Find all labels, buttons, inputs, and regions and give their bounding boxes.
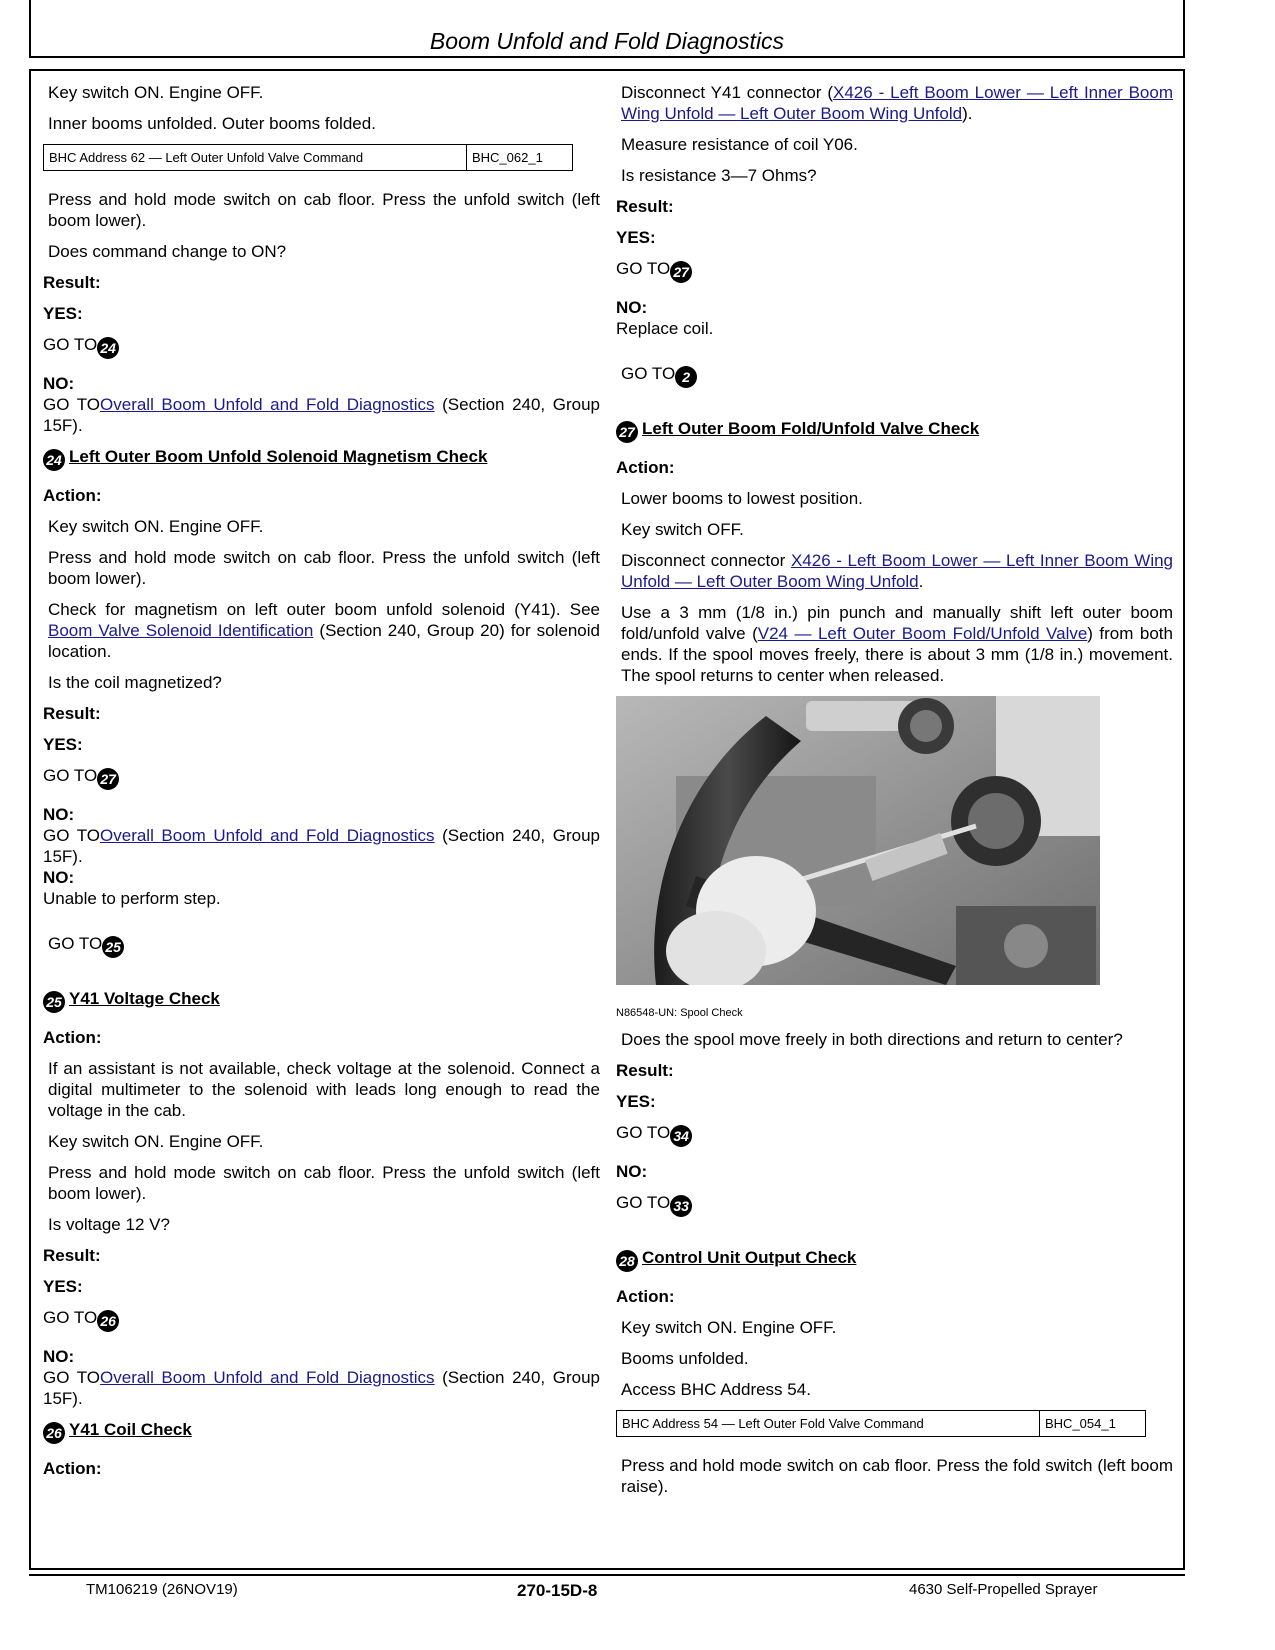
step-number-badge: 27 bbox=[670, 261, 692, 283]
goto-label: GO TO bbox=[43, 1368, 101, 1387]
no-label: NO: bbox=[43, 805, 75, 824]
goto-step[interactable] bbox=[43, 765, 600, 790]
goto-step[interactable] bbox=[616, 1192, 1173, 1217]
step-number-badge: 33 bbox=[670, 1195, 692, 1217]
step-text-part: Disconnect connector bbox=[621, 551, 786, 570]
goto-label: GO TO bbox=[621, 364, 676, 383]
valve-v24-link[interactable]: V24 — Left Outer Boom Fold/Unfold Valve bbox=[757, 624, 1088, 643]
overall-diagnostics-link[interactable]: Overall Boom Unfold and Fold Diagnostics bbox=[100, 826, 435, 845]
section-ref: (Section 240, Group 15F). bbox=[43, 826, 600, 866]
step-text bbox=[621, 550, 1173, 592]
section-ref: (Section 240, Group 15F). bbox=[43, 1368, 600, 1408]
yes-label: YES: bbox=[616, 228, 656, 247]
result-label: Result: bbox=[616, 1061, 674, 1080]
step-question: Is resistance 3—7 Ohms? bbox=[621, 166, 817, 185]
section-title: Y41 Coil Check bbox=[69, 1420, 192, 1439]
intro-line: Inner booms unfolded. Outer booms folded. bbox=[48, 114, 376, 133]
step-text: Access BHC Address 54. bbox=[621, 1380, 811, 1399]
step-number-badge: 27 bbox=[616, 421, 638, 443]
goto-label: GO TO bbox=[616, 1123, 671, 1142]
step-text: Measure resistance of coil Y06. bbox=[621, 135, 858, 154]
bhc-address-table bbox=[616, 1410, 1146, 1437]
spool-check-illustration bbox=[616, 696, 1100, 985]
step-text-part: ). bbox=[962, 104, 973, 123]
section-title: Left Outer Boom Unfold Solenoid Magnetism Check bbox=[69, 447, 488, 466]
goto-step[interactable] bbox=[43, 1307, 600, 1332]
bhc-address-code: BHC_054_1 bbox=[1040, 1411, 1146, 1437]
step-question: Does the spool move freely in both directions and return to center? bbox=[621, 1030, 1123, 1049]
yes-label: YES: bbox=[43, 1277, 83, 1296]
yes-label: YES: bbox=[616, 1092, 656, 1111]
step-text bbox=[48, 599, 600, 662]
goto-label: GO TO bbox=[43, 335, 98, 354]
goto-label: GO TO bbox=[43, 826, 101, 845]
result-label: Result: bbox=[616, 197, 674, 216]
step-text: Press and hold mode switch on cab floor. Press the unfold switch (left boom lower). bbox=[48, 548, 600, 588]
goto-label: GO TO bbox=[48, 934, 103, 953]
footer-divider bbox=[29, 1574, 1185, 1576]
step-number-badge: 26 bbox=[43, 1422, 65, 1444]
spool-check-photo bbox=[616, 696, 1100, 985]
overall-diagnostics-link[interactable]: Overall Boom Unfold and Fold Diagnostics bbox=[100, 1368, 435, 1387]
solenoid-identification-link[interactable]: Boom Valve Solenoid Identification bbox=[48, 621, 314, 640]
step-question: Is voltage 12 V? bbox=[48, 1215, 170, 1234]
figure-caption: N86548-UN: Spool Check bbox=[616, 1007, 743, 1019]
section-title: Left Outer Boom Fold/Unfold Valve Check bbox=[642, 419, 980, 438]
step-number-badge: 24 bbox=[97, 337, 119, 359]
page-title: Boom Unfold and Fold Diagnostics bbox=[429, 28, 785, 54]
no-label: NO: bbox=[616, 298, 648, 317]
no-label: NO: bbox=[616, 1162, 648, 1181]
step-text: Press and hold mode switch on cab floor. Press the unfold switch (left boom lower). bbox=[48, 1163, 600, 1203]
intro-line: Key switch ON. Engine OFF. bbox=[48, 83, 264, 102]
step-number-badge: 24 bbox=[43, 449, 65, 471]
bhc-address-desc: BHC Address 62 — Left Outer Unfold Valve Command bbox=[44, 145, 467, 171]
section-heading-28 bbox=[616, 1247, 1173, 1272]
goto-step[interactable] bbox=[43, 334, 600, 359]
step-question: Does command change to ON? bbox=[48, 242, 287, 261]
goto-step[interactable] bbox=[48, 933, 600, 958]
yes-label: YES: bbox=[43, 304, 83, 323]
step-number-badge: 28 bbox=[616, 1250, 638, 1272]
header-frame bbox=[29, 0, 1185, 58]
bhc-address-desc: BHC Address 54 — Left Outer Fold Valve Command bbox=[617, 1411, 1040, 1437]
step-text bbox=[621, 602, 1173, 686]
goto-step[interactable] bbox=[616, 1122, 1173, 1147]
goto-label: GO TO bbox=[616, 1193, 671, 1212]
action-label: Action: bbox=[616, 458, 675, 477]
footer-doc-id: TM106219 (26NOV19) bbox=[86, 1581, 238, 1598]
result-label: Result: bbox=[43, 704, 101, 723]
action-label: Action: bbox=[43, 486, 102, 505]
step-number-badge: 25 bbox=[43, 991, 65, 1013]
step-number-badge: 27 bbox=[97, 768, 119, 790]
step-text: Key switch ON. Engine OFF. bbox=[48, 517, 264, 536]
step-number-badge: 26 bbox=[97, 1310, 119, 1332]
step-text: Key switch OFF. bbox=[621, 520, 744, 539]
goto-label: GO TO bbox=[43, 1308, 98, 1327]
goto-label: GO TO bbox=[43, 766, 98, 785]
yes-label: YES: bbox=[43, 735, 83, 754]
footer-product: 4630 Self-Propelled Sprayer bbox=[909, 1581, 1098, 1598]
step-text: Press and hold mode switch on cab floor. Press the unfold switch (left boom lower). bbox=[48, 190, 600, 230]
step-text-part: Check for magnetism on left outer boom unfold solenoid (Y41). See bbox=[48, 600, 600, 619]
no-label: NO: bbox=[43, 1347, 75, 1366]
step-text: If an assistant is not available, check voltage at the solenoid. Connect a digital multimeter to the solenoid with leads long enough to read the voltage in the cab. bbox=[48, 1059, 600, 1120]
no-text: Replace coil. bbox=[616, 319, 714, 338]
footer-page-number: 270-15D-8 bbox=[517, 1581, 598, 1600]
step-text-part: (Section 240, Group 20) for solenoid location. bbox=[48, 621, 600, 661]
action-label: Action: bbox=[43, 1028, 102, 1047]
connector-x426-link[interactable]: X426 - Left Boom Lower — Left Inner Boom Wing Unfold — Left Outer Boom Wing Unfold bbox=[621, 83, 1173, 123]
section-heading-25 bbox=[43, 988, 600, 1013]
section-title: Y41 Voltage Check bbox=[69, 989, 220, 1008]
overall-diagnostics-link[interactable]: Overall Boom Unfold and Fold Diagnostics bbox=[100, 395, 435, 414]
section-title: Control Unit Output Check bbox=[642, 1248, 857, 1267]
goto-label: GO TO bbox=[43, 395, 101, 414]
no-goto-text bbox=[43, 1367, 600, 1409]
step-number-badge: 2 bbox=[675, 366, 697, 388]
no-goto-text bbox=[43, 825, 600, 867]
section-heading-27 bbox=[616, 418, 1173, 443]
no-goto-text bbox=[43, 394, 600, 436]
step-number-badge: 34 bbox=[670, 1125, 692, 1147]
step-text: Press and hold mode switch on cab floor. Press the fold switch (left boom raise). bbox=[621, 1456, 1173, 1496]
no-text: Unable to perform step. bbox=[43, 889, 221, 908]
step-text-part: Disconnect Y41 connector ( bbox=[621, 83, 833, 102]
section-ref: (Section 240, Group 15F). bbox=[43, 395, 600, 435]
step-text: Key switch ON. Engine OFF. bbox=[621, 1318, 837, 1337]
goto-step[interactable] bbox=[621, 363, 1173, 388]
step-text bbox=[621, 82, 1173, 124]
right-column bbox=[616, 82, 1173, 1507]
step-text-part: ) from both ends. If the spool moves freely, there is about 3 mm (1/8 in.) movement. The spool returns to center when released. bbox=[621, 624, 1173, 685]
section-heading-24 bbox=[43, 446, 600, 471]
goto-step[interactable] bbox=[616, 258, 1173, 283]
step-text: Key switch ON. Engine OFF. bbox=[48, 1132, 264, 1151]
action-label: Action: bbox=[43, 1459, 102, 1478]
section-heading-26 bbox=[43, 1419, 600, 1444]
no-label: NO: bbox=[43, 374, 75, 393]
step-number-badge: 25 bbox=[102, 936, 124, 958]
bhc-address-code: BHC_062_1 bbox=[467, 145, 573, 171]
left-column bbox=[43, 82, 600, 1489]
connector-x426-link[interactable]: X426 - Left Boom Lower — Left Inner Boom Wing Unfold — Left Outer Boom Wing Unfold bbox=[621, 551, 1174, 591]
result-label: Result: bbox=[43, 273, 101, 292]
result-label: Result: bbox=[43, 1246, 101, 1265]
step-question: Is the coil magnetized? bbox=[48, 673, 222, 692]
step-text-part: Use a 3 mm (1/8 in.) pin punch and manually shift left outer boom fold/unfold valve ( bbox=[621, 603, 1173, 643]
bhc-address-table bbox=[43, 144, 573, 171]
action-label: Action: bbox=[616, 1287, 675, 1306]
no-label: NO: bbox=[43, 868, 75, 887]
step-text: Lower booms to lowest position. bbox=[621, 489, 863, 508]
goto-label: GO TO bbox=[616, 259, 671, 278]
step-text: Booms unfolded. bbox=[621, 1349, 749, 1368]
step-text-part: . bbox=[918, 572, 924, 591]
